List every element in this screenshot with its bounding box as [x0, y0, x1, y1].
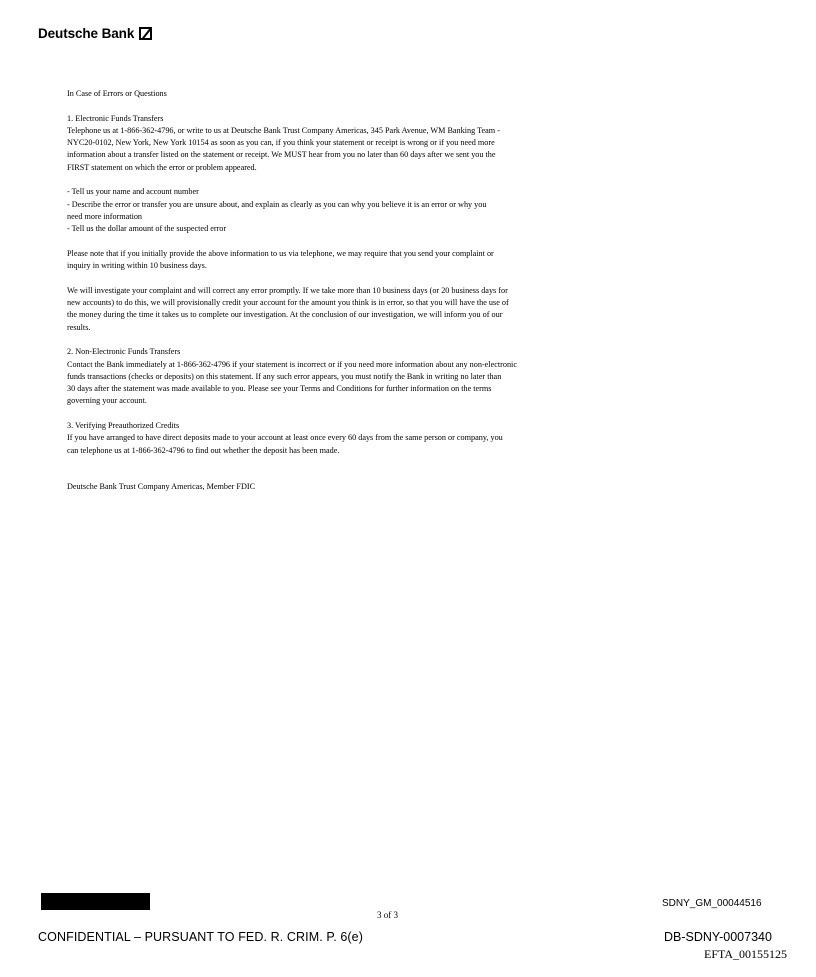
section-title: 2. Non-Electronic Funds Transfers [67, 347, 181, 357]
text-line: Telephone us at 1-866-362-4796, or write to us at Deutsche Bank Trust Company Americas, 345 Park Avenue, WM Banking Team - [67, 125, 500, 135]
text-line: If you have arranged to have direct deposits made to your account at least once every 60 days from the same person or company, you [67, 433, 503, 443]
section-title: 1. Electronic Funds Transfers [67, 113, 164, 123]
statement-notice [67, 88, 641, 506]
text-line: 30 days after the statement was made available to you. Please see your Terms and Conditions for further information on the terms [67, 384, 492, 394]
text-line: Please note that if you initially provide the above information to us via telephone, we may require that you send your complaint or [67, 248, 494, 258]
text-line: results. [67, 322, 91, 332]
text-line: We will investigate your complaint and will correct any error promptly. If we take more than 10 business days (or 20 business days for [67, 285, 508, 295]
text-line: new accounts) to do this, we will provisionally credit your account for the amount you think is in error, so that you will have the use of [67, 298, 509, 308]
telephone-note [67, 248, 641, 273]
text-line: NYC20-0102, New York, New York 10154 as soon as you can, if you think your statement or receipt is wrong or if you need more [67, 138, 495, 148]
text-line: can telephone us at 1-866-362-4796 to find out whether the deposit has been made. [67, 445, 340, 455]
text-line: governing your account. [67, 396, 147, 406]
notice-heading-text: In Case of Errors or Questions [67, 89, 167, 98]
text-line: FIRST statement on which the error or problem appeared. [67, 162, 257, 172]
section-preauthorized-credits [67, 420, 641, 457]
closing-text: Deutsche Bank Trust Company Americas, Member FDIC [67, 481, 256, 491]
section-title: 3. Verifying Preauthorized Credits [67, 421, 180, 431]
redaction-block [41, 893, 150, 910]
section-non-electronic-funds [67, 346, 641, 407]
sdny-bates-id: SDNY_GM_00044516 [662, 898, 762, 909]
text-line: information about a transfer listed on the statement or receipt. We MUST hear from you no later than 60 days after we sent you the [67, 150, 496, 160]
confidentiality-notice: CONFIDENTIAL – PURSUANT TO FED. R. CRIM. P. 6(e) [38, 930, 363, 944]
text-line: funds transactions (checks or deposits) on this statement. If any such error appears, you must notify the Bank in writing no later than [67, 371, 502, 381]
text-line: inquiry in writing within 10 business days. [67, 261, 207, 271]
efta-id: EFTA_00155125 [704, 947, 788, 961]
text-line: - Describe the error or transfer you are unsure about, and explain as clearly as you can why you believe it is an error or why you [67, 199, 487, 209]
closing-line [67, 481, 641, 493]
bank-name: Deutsche Bank [38, 26, 135, 41]
text-line: - Tell us your name and account number [67, 187, 199, 197]
instructions-list [67, 186, 641, 235]
notice-heading [67, 88, 641, 100]
text-line: - Tell us the dollar amount of the suspected error [67, 224, 227, 234]
db-bates-id: DB-SDNY-0007340 [664, 930, 772, 944]
investigation-note [67, 285, 641, 334]
text-line: Contact the Bank immediately at 1-866-362-4796 if your statement is incorrect or if you need more information about any non-electronic [67, 359, 517, 369]
text-line: the money during the time it takes us to complete our investigation. At the conclusion of our investigation, we will inform you of our [67, 310, 503, 320]
section-electronic-funds [67, 113, 641, 174]
deutsche-bank-slash-square-icon [139, 27, 152, 40]
bank-logo [38, 26, 152, 41]
page-number: 3 of 3 [377, 910, 398, 920]
text-line: need more information [67, 211, 143, 221]
